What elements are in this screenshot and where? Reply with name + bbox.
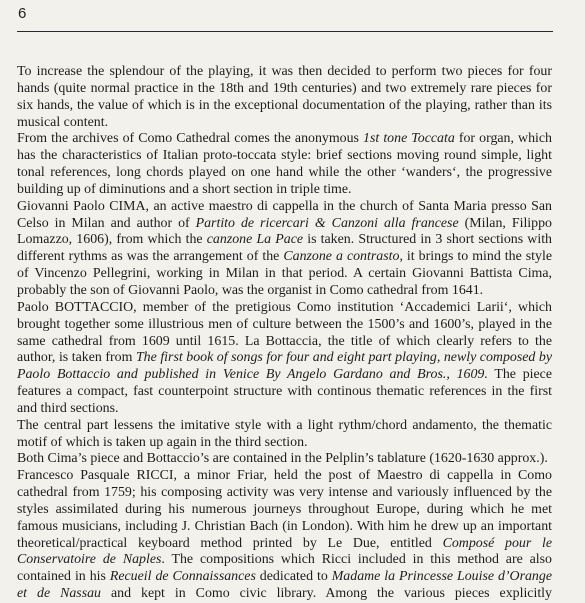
italic-title: Partito de ricercari & Canzoni alla francese bbox=[195, 215, 459, 231]
text-run: Francesco Pasquale RICCI, a minor Friar, held the post of Maestro di cappella in Como cathedral from 1759; his composing activity was very intense and variously influenced by the styles assimilated during his numerous journeys throughout Europe, during which he met famous musicians, including J. Christian Bach (in London). With him he drew up an important theoretical/practical keyboard method printed by Le Due, entitled bbox=[17, 468, 552, 551]
text-run: From the archives of Como Cathedral comes the anonymous bbox=[17, 131, 364, 147]
paragraph-four-hands: To increase the splendour of the playing, it was then decided to perform two pieces for four hands (quite normal practice in the 18th and 19th centuries) and two extremely rare pieces for six hands, the value of which is in the exceptional documentation of the playing, rather than its musical content. bbox=[17, 64, 552, 130]
text-run: Paolo BOTTACCIO, member of the pretigious Como institution ‘Accademici Larii‘, which brought together some illustrious men of culture between the 1500’s and 1600’s, played in the same cathedral from 1609 until 1615. La Bottaccia, the title of which clearly refers to the author, is taken from bbox=[17, 299, 552, 366]
text-run: The piece features a compact, fast counterpoint structure with continous thematic references in the first and third sections. bbox=[17, 367, 552, 416]
italic-title: Recueil de Connaissances bbox=[109, 569, 256, 585]
text-run: dedicated to bbox=[255, 569, 332, 585]
text-run: is taken. Structured in 3 short sections with different rythms as was the arrangement of the bbox=[17, 232, 552, 265]
page-number: 6 bbox=[18, 5, 27, 22]
header-rule bbox=[17, 31, 553, 32]
paragraph-ricci bbox=[17, 468, 552, 603]
italic-title: Canzone a contrasto bbox=[283, 249, 400, 265]
text-run: and kept in Como civic library. Among the various pieces explicitly bbox=[101, 586, 552, 602]
paragraph-central-part: The central part lessens the imitative style with a light rythm/chord andamento, the thematic motif of which is taken up again in the third section. bbox=[17, 417, 552, 450]
italic-title: Composé pour le Conservatoire de Naples bbox=[17, 535, 552, 568]
text-run: for organ, which has the characteristics of Italian proto-toccata style: brief sections moving round simple, light tonal references, long chords played on one hand while the other ‘wanders‘, the progressive building up of diminutions and a short section in triple time. bbox=[17, 131, 552, 197]
text-run: (Milan, Filippo Lomazzo, 1606), from which the bbox=[17, 215, 553, 248]
paragraph-toccata bbox=[17, 131, 552, 198]
italic-title: 1st tone Toccata bbox=[363, 131, 455, 147]
text-run: , it brings to mind the style of Vincenzo Pellegrini, working in Milan in that period. A certain Giovanni Battista Cima, probably the son of Giovanni Paolo, was the organist in Como cathedral from 1641. bbox=[17, 249, 553, 298]
paragraph-cima bbox=[17, 199, 552, 300]
text-run: . The compositions which Ricci included in this method are also contained in his bbox=[17, 552, 552, 585]
italic-title: canzone La Pace bbox=[206, 232, 304, 248]
paragraph-bottaccio bbox=[17, 300, 552, 418]
paragraph-pelplin: Both Cima’s piece and Bottaccio’s are contained in the Pelplin’s tablature (1620-1630 approx.). bbox=[17, 451, 548, 467]
body-text bbox=[17, 64, 552, 603]
text-run: Giovanni Paolo CIMA, an active maestro di cappella in the church of Santa Maria presso San Celso in Milan and author of bbox=[17, 198, 552, 231]
italic-title: The first book of songs for four and eight part playing, newly composed by Paolo Bottaccio and published in Venice By Angelo Gardano and Bros., 1609. bbox=[17, 350, 553, 383]
italic-title: Madame la Princesse Louise d’Orange et de Nassau bbox=[17, 569, 552, 602]
